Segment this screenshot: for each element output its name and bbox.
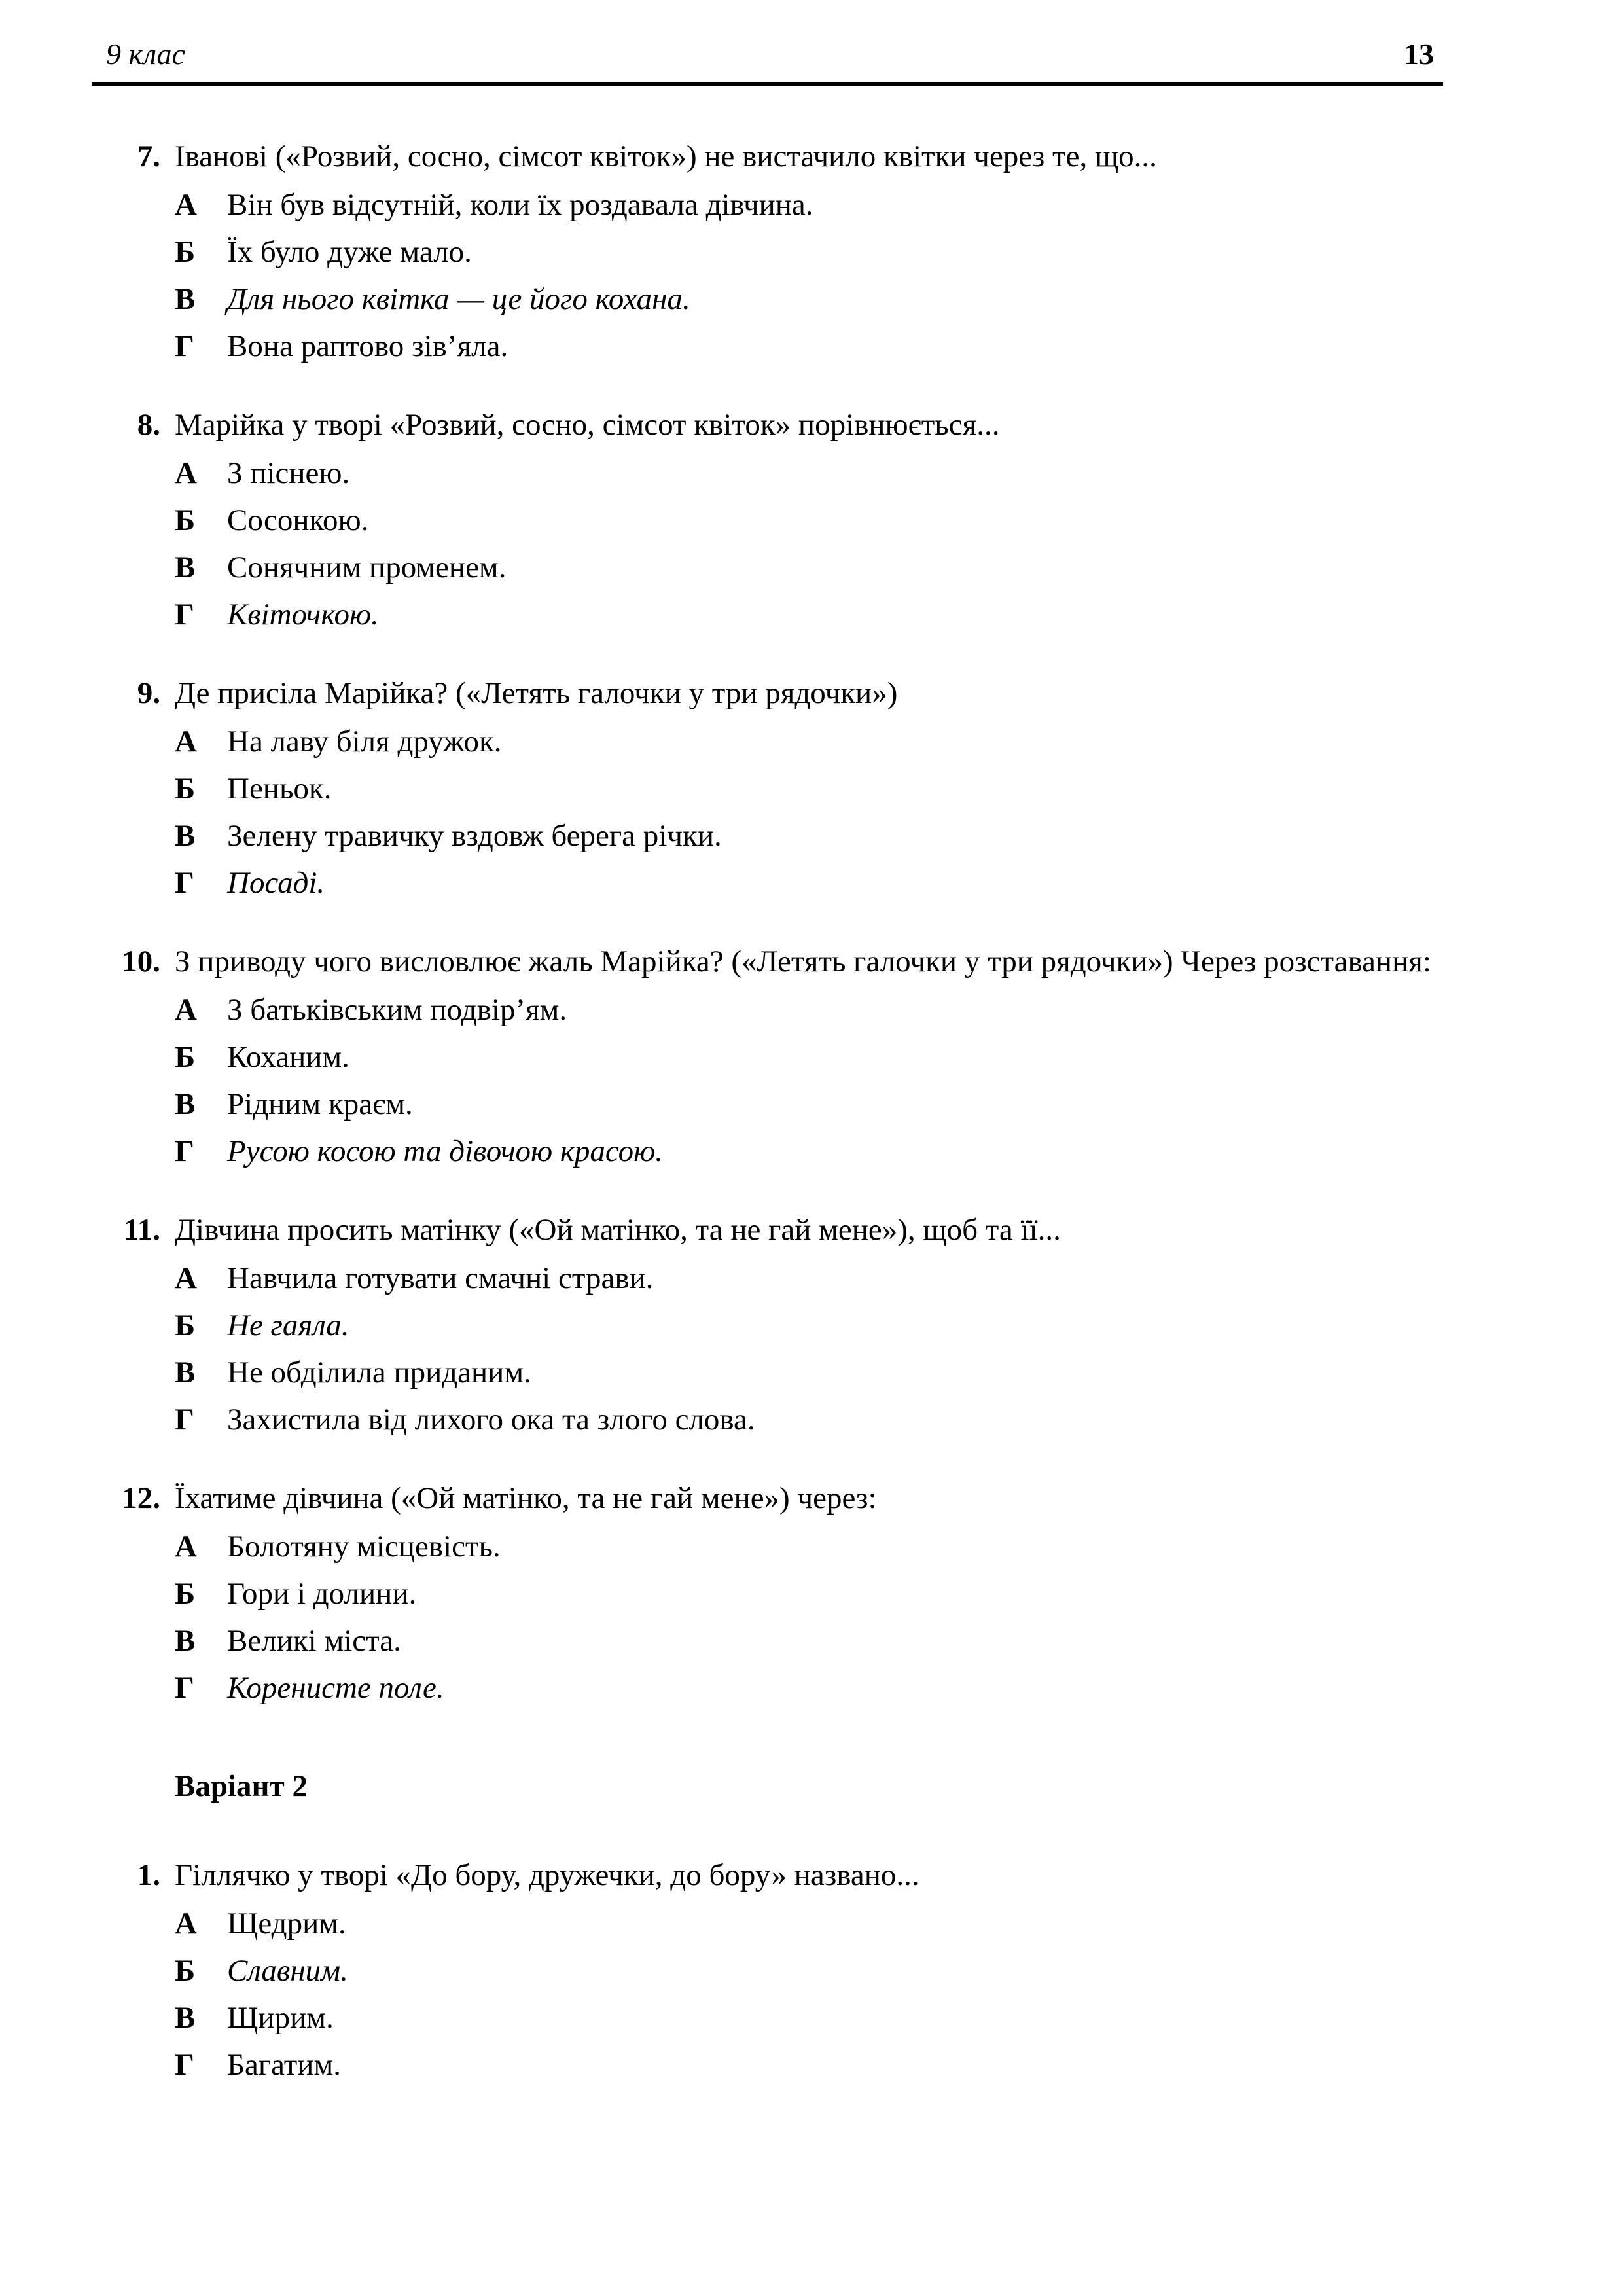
option-text: Навчила готувати смачні страви.: [227, 1261, 654, 1296]
option-letter: Г: [175, 1671, 194, 1706]
option-letter: Г: [175, 329, 194, 364]
option-row: [175, 812, 1443, 859]
option-row: [175, 1302, 1443, 1349]
option-letter: Б: [175, 772, 196, 806]
option-text: Сонячним променем.: [227, 550, 507, 585]
grade-label: 9 клас: [106, 37, 185, 71]
option-letter: Г: [175, 2048, 194, 2083]
options-list: [175, 450, 1443, 638]
options-list: [175, 1523, 1443, 1712]
option-letter: Г: [175, 1403, 194, 1437]
option-letter: Г: [175, 866, 194, 901]
option-row: [175, 1570, 1443, 1617]
option-text: Коренисте поле.: [227, 1671, 444, 1706]
variant-heading: Варіант 2: [175, 1769, 308, 1804]
options-list: [175, 718, 1443, 906]
option-text: Великі міста.: [227, 1624, 401, 1659]
page-number: 13: [1404, 37, 1434, 71]
option-row: [175, 1617, 1443, 1664]
option-text: Їх було дуже мало.: [227, 235, 472, 270]
question-number: 9.: [137, 676, 160, 711]
option-text: Квіточкою.: [227, 598, 379, 632]
option-row: [175, 1081, 1443, 1128]
option-letter: А: [175, 456, 197, 491]
option-row: [175, 1033, 1443, 1081]
question-list: [92, 133, 1443, 2089]
question-text: Марійка у творі «Розвий, сосно, сімсот квіток» порівнюється...: [175, 408, 1000, 442]
option-letter: В: [175, 1624, 196, 1659]
options-list: [175, 1900, 1443, 2089]
question-text: Де присіла Марійка? («Летять галочки у три рядочки»): [175, 676, 898, 711]
options-list: [175, 181, 1443, 370]
option-text: Посаді.: [227, 866, 325, 901]
option-text: Рідним краєм.: [227, 1087, 413, 1122]
option-row: [175, 765, 1443, 812]
option-row: [175, 718, 1443, 765]
option-row: [175, 591, 1443, 638]
page-header: [92, 36, 1443, 86]
option-letter: А: [175, 1907, 197, 1941]
question-text: Дівчина просить матінку («Ой матінко, та не гай мене»), щоб та її...: [175, 1213, 1061, 1247]
question-number: 11.: [123, 1213, 160, 1247]
question-body: [175, 133, 1443, 370]
option-row: [175, 1900, 1443, 1947]
question-number: 8.: [137, 408, 160, 442]
question-body: [175, 1206, 1443, 1443]
option-text: Захистила від лихого ока та злого слова.: [227, 1403, 755, 1437]
option-row: [175, 1396, 1443, 1443]
option-letter: Б: [175, 235, 196, 270]
option-letter: Г: [175, 1134, 194, 1169]
option-text: Славним.: [227, 1954, 348, 1988]
option-row: [175, 497, 1443, 544]
option-text: З батьківським подвір’ям.: [227, 993, 567, 1028]
question-body: [175, 1852, 1443, 2089]
option-text: Сосонкою.: [227, 503, 369, 538]
option-letter: В: [175, 1087, 196, 1122]
option-letter: В: [175, 282, 196, 317]
option-letter: А: [175, 993, 197, 1028]
question-item: [92, 1852, 1443, 2089]
option-text: Він був відсутній, коли їх роздавала дівчина.: [227, 188, 813, 223]
option-row: [175, 986, 1443, 1033]
option-text: Гори і долини.: [227, 1577, 417, 1611]
option-text: На лаву біля дружок.: [227, 725, 502, 759]
option-text: Багатим.: [227, 2048, 341, 2083]
option-text: Для нього квітка — це його кохана.: [227, 282, 690, 317]
option-text: Щедрим.: [227, 1907, 346, 1941]
option-letter: Г: [175, 598, 194, 632]
option-letter: А: [175, 188, 197, 223]
option-row: [175, 323, 1443, 370]
question-text: Іванові («Розвий, сосно, сімсот квіток») не вистачило квітки через те, що...: [175, 139, 1157, 174]
question-item: [92, 1475, 1443, 1712]
option-row: [175, 276, 1443, 323]
option-row: [175, 1994, 1443, 2041]
question-number: 7.: [137, 139, 160, 174]
option-letter: Б: [175, 1308, 196, 1343]
option-text: Зелену травичку вздовж берега річки.: [227, 819, 722, 853]
option-row: [175, 450, 1443, 497]
option-row: [175, 1128, 1443, 1175]
option-letter: В: [175, 550, 196, 585]
option-text: Русою косою та дівочою красою.: [227, 1134, 663, 1169]
option-text: Вона раптово зів’яла.: [227, 329, 508, 364]
option-text: Болотяну місцевість.: [227, 1530, 501, 1564]
option-row: [175, 2041, 1443, 2089]
option-letter: Б: [175, 503, 196, 538]
question-body: [175, 1475, 1443, 1712]
options-list: [175, 1255, 1443, 1443]
option-letter: А: [175, 1530, 197, 1564]
question-text: З приводу чого висловлює жаль Марійка? («Летять галочки у три рядочки») Через розставання:: [175, 944, 1431, 979]
option-text: З піснею.: [227, 456, 350, 491]
option-row: [175, 1349, 1443, 1396]
question-number: 1.: [137, 1858, 160, 1893]
option-letter: В: [175, 2001, 196, 2036]
option-row: [175, 1664, 1443, 1712]
option-row: [175, 1523, 1443, 1570]
question-number: 10.: [122, 944, 160, 979]
question-item: [92, 401, 1443, 638]
option-text: Не обділила приданим.: [227, 1355, 531, 1390]
option-row: [175, 544, 1443, 591]
option-text: Пеньок.: [227, 772, 332, 806]
option-row: [175, 859, 1443, 906]
question-number: 12.: [122, 1481, 160, 1516]
option-row: [175, 181, 1443, 228]
option-letter: Б: [175, 1040, 196, 1075]
option-letter: А: [175, 725, 197, 759]
option-row: [175, 1947, 1443, 1994]
option-letter: А: [175, 1261, 197, 1296]
question-text: Їхатиме дівчина («Ой матінко, та не гай мене») через:: [175, 1481, 877, 1516]
options-list: [175, 986, 1443, 1175]
option-letter: В: [175, 819, 196, 853]
question-body: [175, 670, 1443, 906]
option-letter: Б: [175, 1577, 196, 1611]
option-text: Коханим.: [227, 1040, 349, 1075]
option-letter: В: [175, 1355, 196, 1390]
question-body: [175, 401, 1443, 638]
question-body: [175, 938, 1443, 1175]
option-text: Не гаяла.: [227, 1308, 349, 1343]
question-item: [92, 1206, 1443, 1443]
question-item: [92, 133, 1443, 370]
option-text: Щирим.: [227, 2001, 334, 2036]
option-row: [175, 1255, 1443, 1302]
question-item: [92, 670, 1443, 906]
option-row: [175, 228, 1443, 276]
question-item: [92, 938, 1443, 1175]
option-letter: Б: [175, 1954, 196, 1988]
question-text: Гіллячко у творі «До бору, дружечки, до бору» названо...: [175, 1858, 919, 1893]
